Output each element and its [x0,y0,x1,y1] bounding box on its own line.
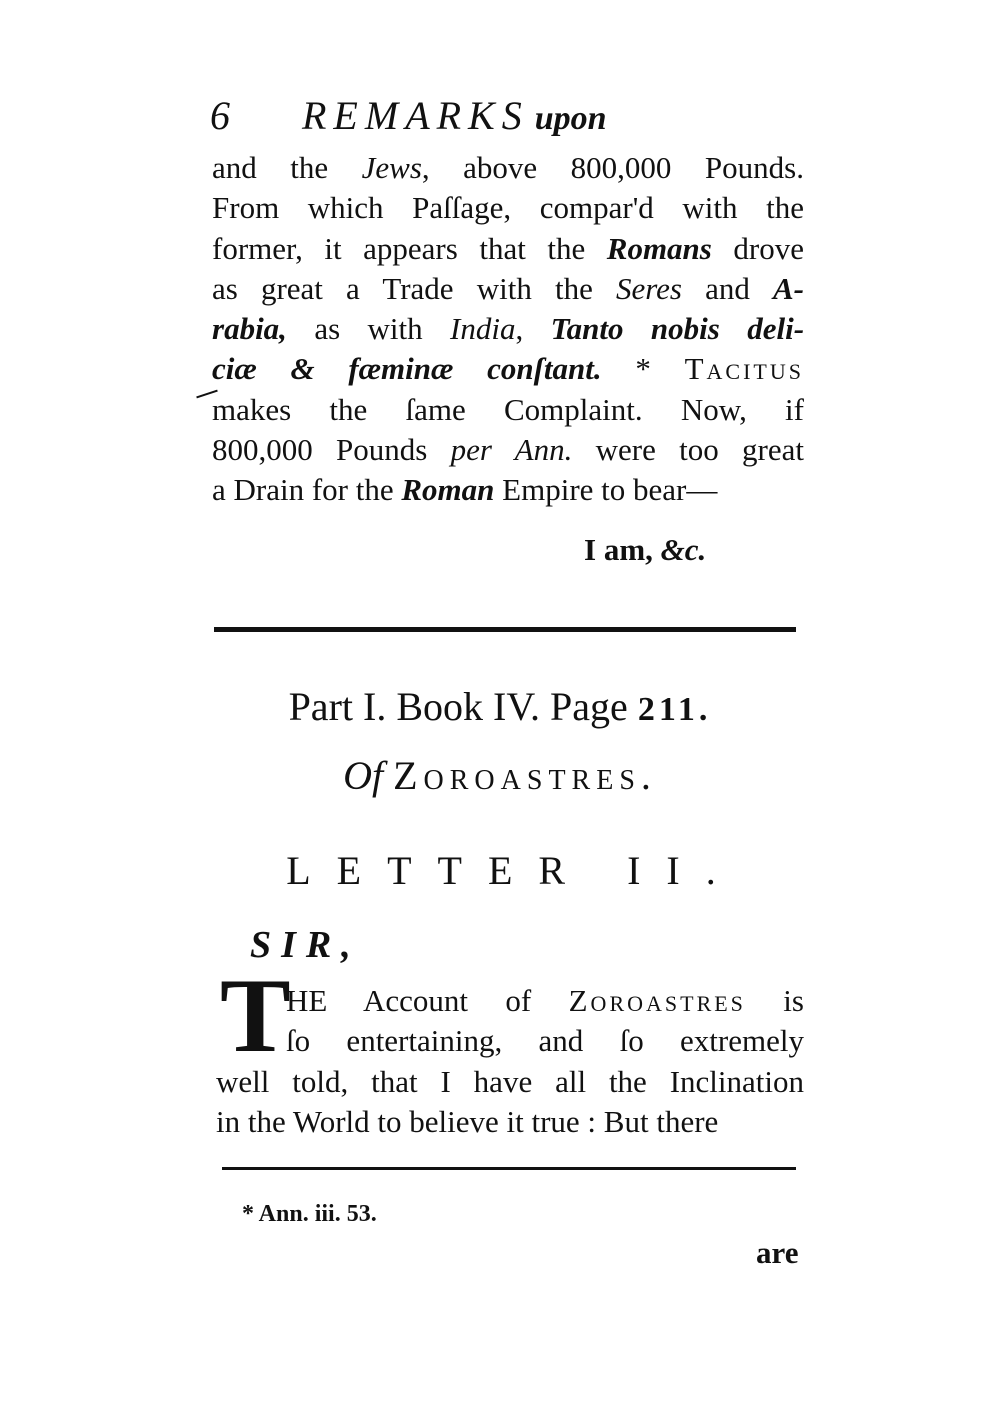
text-segment: HE Account of [286,983,569,1018]
text-line [212,430,804,470]
part-reference-page: 211. [637,691,712,728]
text-segment: , [515,311,551,347]
subject-heading [0,752,1000,800]
letter-heading: LETTER II. [286,848,742,893]
text-segment: and [681,270,773,306]
text-segment: ſo entertaining, and ſo extremely [286,1023,804,1059]
closing-etc: &c. [660,532,707,567]
text-segment: ciæ & fæminæ conſtant. [212,351,602,387]
text-segment: A- [773,270,804,306]
running-title: REMARKS [302,93,529,138]
running-head [210,92,810,143]
catchword: are [756,1235,799,1270]
text-segment: , above 800,000 Pounds. [421,150,804,185]
running-title-upon: upon [534,100,607,137]
text-line [216,1062,804,1102]
section-divider-rule [214,627,796,632]
text-segment: as with [286,311,451,347]
text-line [212,390,804,430]
text-segment: makes the ſame Complaint. Now, if [212,391,804,427]
closing-text: I am, [584,532,661,567]
text-segment: India [450,311,516,347]
closing-signoff [584,530,706,570]
salutation: SIR, [250,924,361,966]
part-reference [0,683,1000,734]
text-segment: Seres [615,270,682,306]
text-line [212,148,804,188]
text-line [212,309,804,349]
text-segment: Tacitus [684,351,804,387]
text-line [212,269,804,309]
text-line [212,229,804,269]
text-segment: in the World to believe it true : But there [216,1103,719,1139]
drop-cap: T [220,957,291,1074]
text-segment: * [601,351,685,387]
text-line [212,349,804,389]
text-segment: a Drain for the [212,472,402,508]
text-segment: is [745,983,804,1018]
footnote-rule [222,1167,796,1170]
text-segment: Roman [401,472,495,508]
text-segment: Romans [606,230,712,266]
text-line [216,1021,804,1061]
text-segment: well told, that I have all the Inclination [216,1063,804,1099]
footnote: * Ann. iii. 53. [242,1201,377,1227]
text-segment: former, it appears that the [212,230,607,266]
text-line [212,470,804,510]
text-segment: rabia, [212,311,287,347]
text-line [216,1102,804,1142]
text-segment: Jews [361,150,422,185]
upper-text-block [212,148,804,511]
subject-of: Of [343,753,384,798]
text-segment: were too great [572,432,804,468]
text-segment: Zoroastres [568,983,746,1018]
text-segment: per Ann. [450,432,573,468]
text-line [216,981,804,1021]
text-segment: Empire to bear— [494,472,718,508]
page-number: 6 [210,93,230,138]
text-segment: and the [212,150,362,185]
text-segment: drove [711,230,804,266]
text-segment: as great a Trade with the [212,270,616,306]
text-line [212,188,804,228]
letter-paragraph [216,981,804,1142]
part-reference-text: Part I. Book IV. Page [288,684,638,729]
text-segment: 800,000 Pounds [212,432,451,468]
text-segment: Tanto nobis deli- [550,311,805,347]
subject-name: Zoroastres. [393,753,657,798]
text-segment: From which Paſſage, compar'd with the [212,190,804,226]
